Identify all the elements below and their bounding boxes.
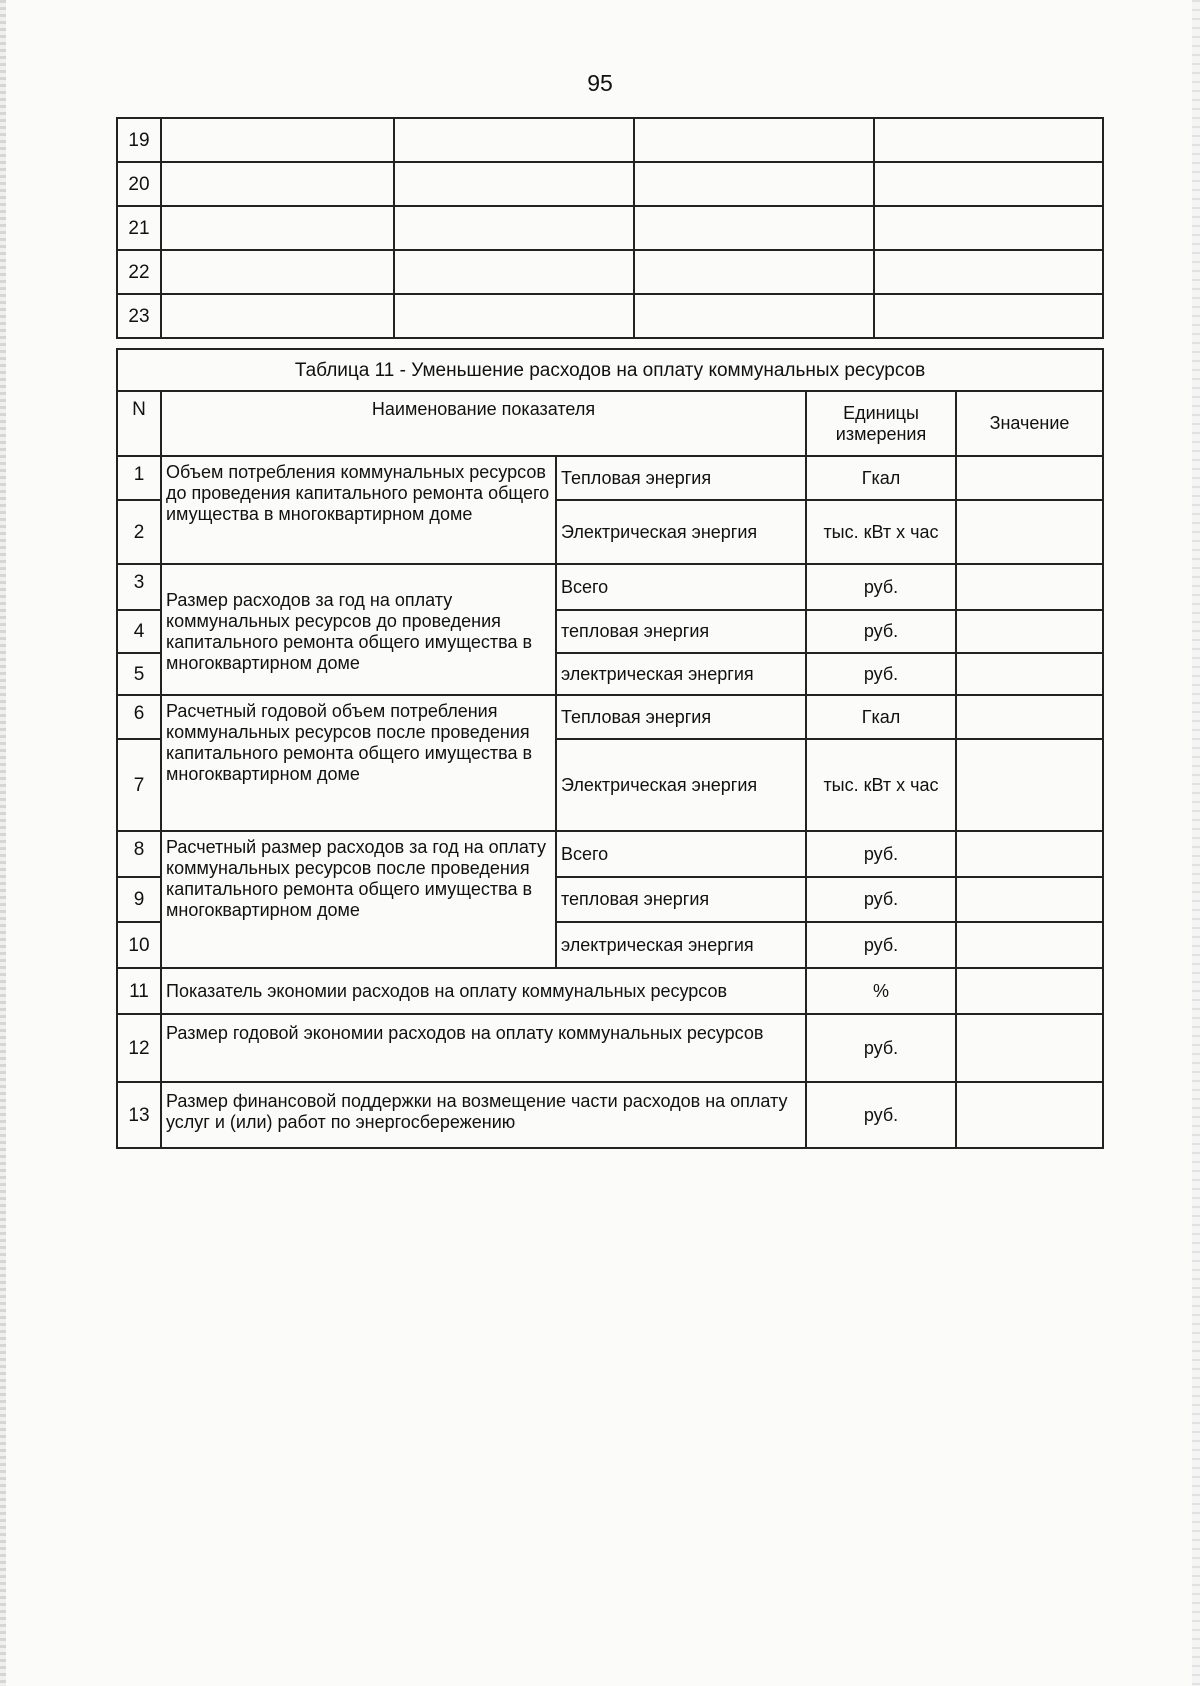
- empty-cell: [394, 206, 634, 250]
- row-number: 7: [117, 739, 161, 831]
- empty-cell: [634, 294, 874, 338]
- table-row: [117, 118, 1103, 162]
- row-number: 11: [117, 968, 161, 1014]
- indicator-name: Показатель экономии расходов на оплату коммунальных ресурсов: [161, 968, 806, 1014]
- page-number: 95: [587, 70, 613, 96]
- indicator-name: Размер расходов за год на оплату коммунальных ресурсов до проведения капитального ремонта общего имущества в многоквартирном доме: [161, 564, 556, 695]
- value-cell: [956, 739, 1103, 831]
- table-row: [117, 831, 1103, 877]
- row-number: 10: [117, 922, 161, 968]
- value-cell: [956, 564, 1103, 610]
- row-number: 13: [117, 1082, 161, 1148]
- unit-cell: руб.: [806, 1082, 956, 1148]
- row-number: 23: [117, 294, 161, 338]
- table-row: [117, 564, 1103, 610]
- value-cell: [956, 500, 1103, 564]
- header-indicator: Наименование показателя: [161, 391, 806, 456]
- table-row: [117, 294, 1103, 338]
- sub-indicator: тепловая энергия: [556, 610, 806, 653]
- table-row: [117, 1014, 1103, 1082]
- sub-indicator: Электрическая энергия: [556, 500, 806, 564]
- sub-indicator: Электрическая энергия: [556, 739, 806, 831]
- empty-cell: [161, 162, 394, 206]
- table-row: [117, 206, 1103, 250]
- table-row: [117, 456, 1103, 500]
- row-number: 12: [117, 1014, 161, 1082]
- row-number: 19: [117, 118, 161, 162]
- header-unit: Единицы измерения: [806, 391, 956, 456]
- table-11: [116, 348, 1104, 1149]
- empty-cell: [874, 250, 1103, 294]
- sub-indicator: Всего: [556, 564, 806, 610]
- unit-cell: руб.: [806, 564, 956, 610]
- table-row: [117, 968, 1103, 1014]
- unit-cell: %: [806, 968, 956, 1014]
- row-number: 9: [117, 877, 161, 922]
- empty-cell: [634, 250, 874, 294]
- empty-cell: [874, 294, 1103, 338]
- unit-cell: руб.: [806, 877, 956, 922]
- value-cell: [956, 653, 1103, 695]
- sub-indicator: электрическая энергия: [556, 922, 806, 968]
- empty-cell: [161, 206, 394, 250]
- unit-cell: Гкал: [806, 695, 956, 739]
- scan-left-edge: [0, 0, 6, 1686]
- row-number: 22: [117, 250, 161, 294]
- unit-cell: тыс. кВт х час: [806, 500, 956, 564]
- unit-cell: тыс. кВт х час: [806, 739, 956, 831]
- row-number: 3: [117, 564, 161, 610]
- unit-cell: руб.: [806, 922, 956, 968]
- empty-cell: [634, 118, 874, 162]
- row-number: 5: [117, 653, 161, 695]
- value-cell: [956, 456, 1103, 500]
- row-number: 20: [117, 162, 161, 206]
- table-row: [117, 162, 1103, 206]
- unit-cell: руб.: [806, 1014, 956, 1082]
- empty-cell: [394, 294, 634, 338]
- empty-cell: [874, 206, 1103, 250]
- unit-cell: руб.: [806, 610, 956, 653]
- indicator-name: Расчетный годовой объем потребления коммунальных ресурсов после проведения капитального ремонта общего имущества в многоквартирном доме: [161, 695, 556, 831]
- value-cell: [956, 695, 1103, 739]
- indicator-name: Размер годовой экономии расходов на оплату коммунальных ресурсов: [161, 1014, 806, 1082]
- value-cell: [956, 1014, 1103, 1082]
- sub-indicator: Тепловая энергия: [556, 695, 806, 739]
- empty-cell: [634, 206, 874, 250]
- previous-table: [116, 117, 1104, 339]
- row-number: 8: [117, 831, 161, 877]
- empty-cell: [874, 118, 1103, 162]
- value-cell: [956, 922, 1103, 968]
- empty-cell: [161, 294, 394, 338]
- indicator-name: Расчетный размер расходов за год на оплату коммунальных ресурсов после проведения капитального ремонта общего имущества в многоквартирном доме: [161, 831, 556, 968]
- indicator-name: Объем потребления коммунальных ресурсов до проведения капитального ремонта общего имущества в многоквартирном доме: [161, 456, 556, 564]
- table-header-row: [117, 391, 1103, 456]
- scan-right-edge: [1192, 0, 1200, 1686]
- sub-indicator: электрическая энергия: [556, 653, 806, 695]
- value-cell: [956, 877, 1103, 922]
- table-caption: Таблица 11 - Уменьшение расходов на оплату коммунальных ресурсов: [117, 349, 1103, 391]
- unit-cell: руб.: [806, 653, 956, 695]
- table-row: [117, 695, 1103, 739]
- table-row: [117, 1082, 1103, 1148]
- empty-cell: [394, 118, 634, 162]
- header-number: N: [117, 391, 161, 456]
- row-number: 4: [117, 610, 161, 653]
- row-number: 6: [117, 695, 161, 739]
- empty-cell: [161, 250, 394, 294]
- row-number: 21: [117, 206, 161, 250]
- sub-indicator: Всего: [556, 831, 806, 877]
- empty-cell: [874, 162, 1103, 206]
- sub-indicator: Тепловая энергия: [556, 456, 806, 500]
- sub-indicator: тепловая энергия: [556, 877, 806, 922]
- unit-cell: Гкал: [806, 456, 956, 500]
- empty-cell: [161, 118, 394, 162]
- indicator-name: Размер финансовой поддержки на возмещение части расходов на оплату услуг и (или) работ по энергосбережению: [161, 1082, 806, 1148]
- empty-cell: [394, 162, 634, 206]
- row-number: 1: [117, 456, 161, 500]
- empty-cell: [634, 162, 874, 206]
- value-cell: [956, 831, 1103, 877]
- value-cell: [956, 1082, 1103, 1148]
- unit-cell: руб.: [806, 831, 956, 877]
- table-row: [117, 250, 1103, 294]
- table-caption-row: [117, 349, 1103, 391]
- value-cell: [956, 968, 1103, 1014]
- header-value: Значение: [956, 391, 1103, 456]
- value-cell: [956, 610, 1103, 653]
- empty-cell: [394, 250, 634, 294]
- row-number: 2: [117, 500, 161, 564]
